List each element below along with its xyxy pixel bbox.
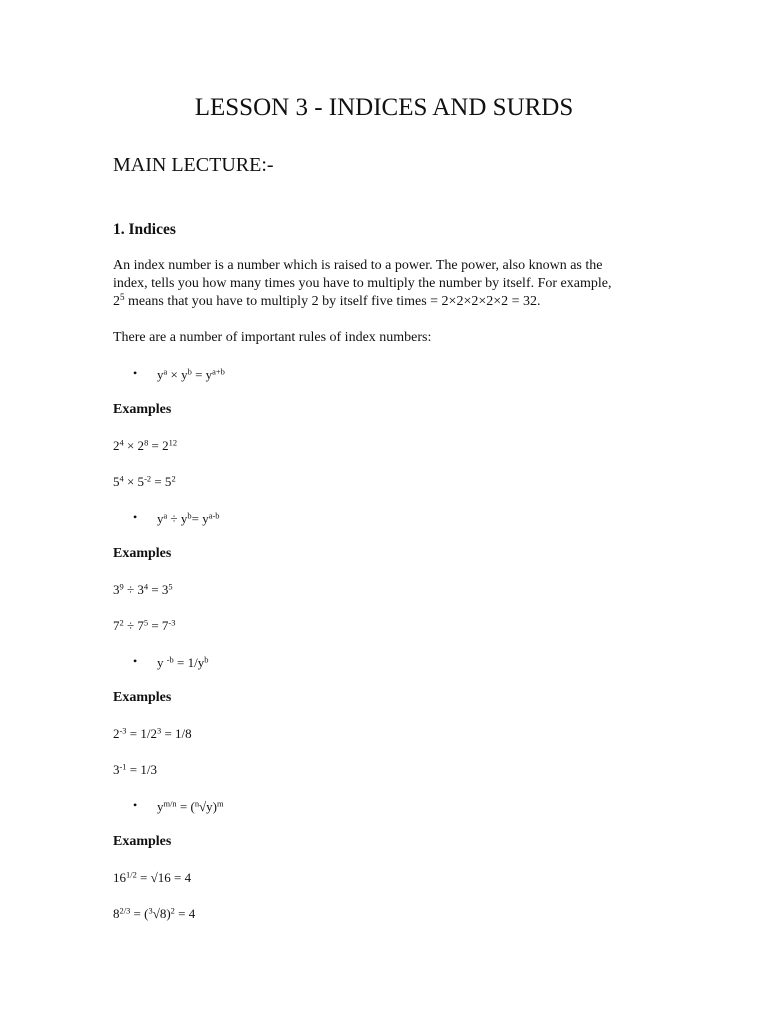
bullet-point: • [133,366,138,380]
section-heading-indices: 1. Indices [113,221,176,238]
intro-rest: means that you have to multiply 2 by itself five times = 2×2×2×2×2 = 32. [124,294,541,309]
example-equation: $2^{-3} = 1/2^3 = 1/8$ [113,725,192,741]
intro-exponent: 5 [120,292,125,302]
bullet-point: • [133,654,138,668]
intro-line: index, tells you how many times you have to multiply the number by itself. For example, [113,276,612,291]
bullet-point: • [133,798,138,812]
examples-label: Examples [113,834,172,849]
example-equation: $5^4 \times 5^{-2} = 5^2$ [113,473,176,489]
intro-base: 2 [113,294,120,309]
rule-fractional-index: $y^{m/n} = (^n√y)^m$ [157,798,224,814]
example-equation: $2^4 \times 2^8 = 2^{12}$ [113,437,178,453]
intro-line [113,293,658,311]
example-equation: $3^{-1} = 1/3$ [113,761,157,777]
main-lecture-heading: MAIN LECTURE:- [113,154,274,176]
intro-line: An index number is a number which is raised to a power. The power, also known as the [113,258,603,273]
bullet-point: • [133,510,138,524]
examples-label: Examples [113,690,172,705]
rule-negative-index: y $^{-b} = 1/y^b$ [157,654,209,670]
rules-intro: There are a number of important rules of index numbers: [113,330,432,345]
example-equation: $3^9 \div 3^4 = 3^5$ [113,581,173,597]
example-equation: $7^2 \div 7^5 = 7^{-3}$ [113,617,176,633]
examples-label: Examples [113,402,172,417]
example-equation: $8^{2/3} = (^3√8)^2 = 4$ [113,905,196,921]
lesson-title: LESSON 3 - INDICES AND SURDS [194,94,574,121]
intro-paragraph [113,257,658,311]
rule-product: $y^a \times y^b = y^{a+b}$ [157,366,225,382]
examples-label: Examples [113,546,172,561]
example-equation: $16^{1/2} = √16 = 4$ [113,869,192,885]
rule-quotient: $y^a \div y^b= y^{a-b}$ [157,510,220,526]
